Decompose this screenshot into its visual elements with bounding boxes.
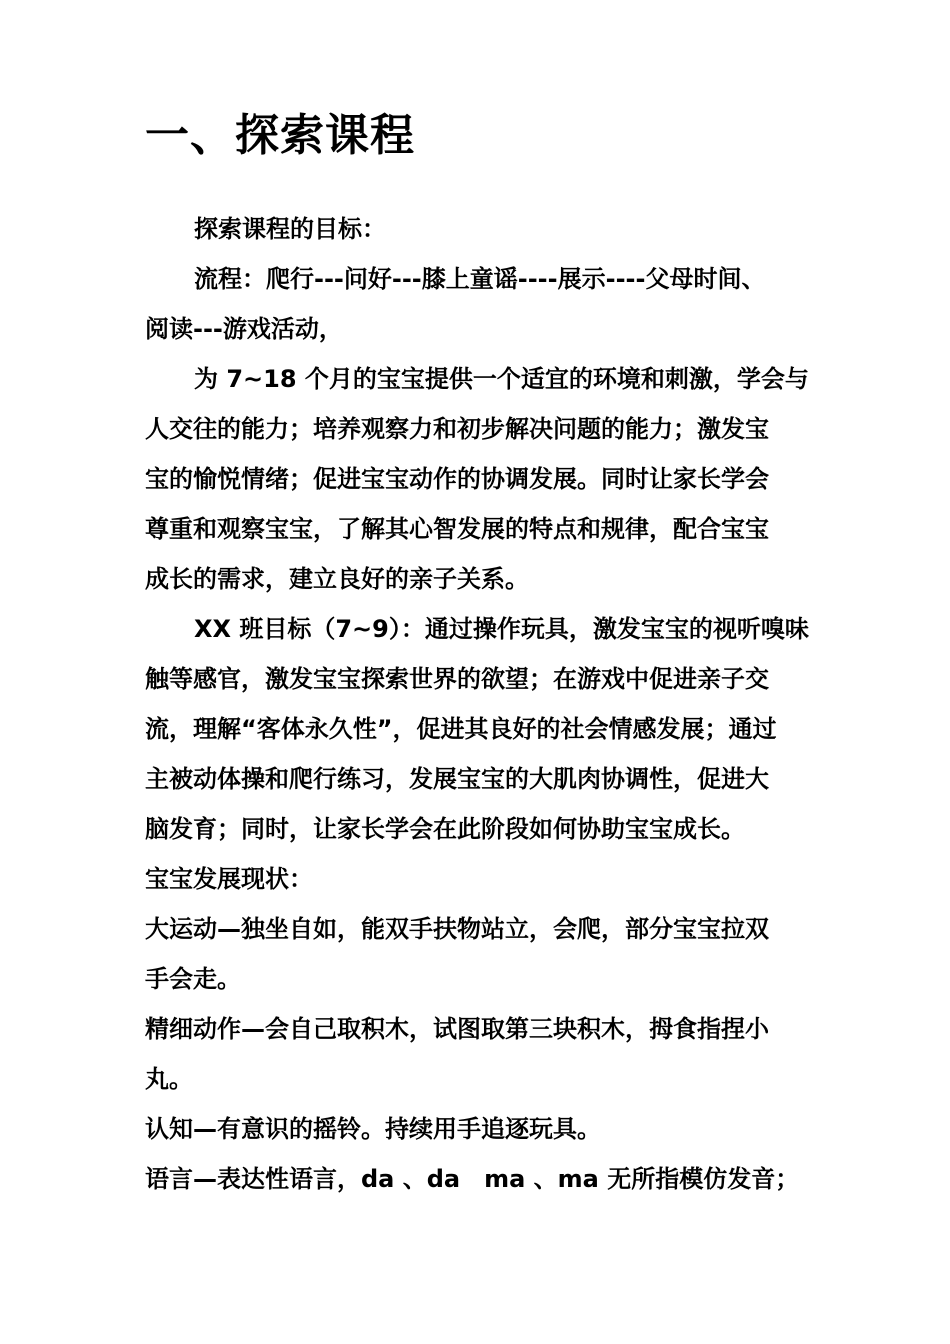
class-goal-line-3: 流，理解“客体永久性”，促进其良好的社会情感发展；通过	[145, 715, 777, 743]
process-line-2: 阅读---游戏活动，	[145, 315, 343, 343]
class-goal-line-2: 触等感官，激发宝宝探索世界的欲望；在游戏中促进亲子交	[145, 665, 769, 693]
language-line: 语言—表达性语言，da 、da ma 、ma 无所指模仿发音；	[145, 1165, 800, 1193]
goal-paragraph-line-1: 为 7~18 个月的宝宝提供一个适宜的环境和刺激，学会与	[194, 365, 809, 393]
class-goal-line-5: 脑发育；同时，让家长学会在此阶段如何协助宝宝成长。	[145, 815, 745, 843]
fine-motor-line-1: 精细动作—会自己取积木，试图取第三块积木，拇食指捏小	[145, 1015, 769, 1043]
class-goal-line-1: XX 班目标（7~9）：通过操作玩具，激发宝宝的视听嗅味	[194, 615, 809, 643]
development-heading: 宝宝发展现状：	[145, 865, 313, 893]
fine-motor-line-2: 丸。	[145, 1065, 193, 1093]
gross-motor-line-1: 大运动—独坐自如，能双手扶物站立，会爬，部分宝宝拉双	[145, 915, 769, 943]
goal-paragraph-line-4: 尊重和观察宝宝，了解其心智发展的特点和规律，配合宝宝	[145, 515, 769, 543]
goal-heading: 探索课程的目标：	[194, 215, 386, 243]
cognition-line: 认知—有意识的摇铃。持续用手追逐玩具。	[145, 1115, 601, 1143]
class-goal-line-4: 主被动体操和爬行练习，发展宝宝的大肌肉协调性，促进大	[145, 765, 769, 793]
goal-paragraph-line-2: 人交往的能力；培养观察力和初步解决问题的能力；激发宝	[145, 415, 769, 443]
process-line-1: 流程：爬行---问好---膝上童谣----展示----父母时间、	[194, 265, 766, 293]
gross-motor-line-2: 手会走。	[145, 965, 241, 993]
goal-paragraph-line-3: 宝的愉悦情绪；促进宝宝动作的协调发展。同时让家长学会	[145, 465, 769, 493]
goal-paragraph-line-5: 成长的需求，建立良好的亲子关系。	[145, 565, 529, 593]
page-title: 一、探索课程	[145, 110, 415, 161]
